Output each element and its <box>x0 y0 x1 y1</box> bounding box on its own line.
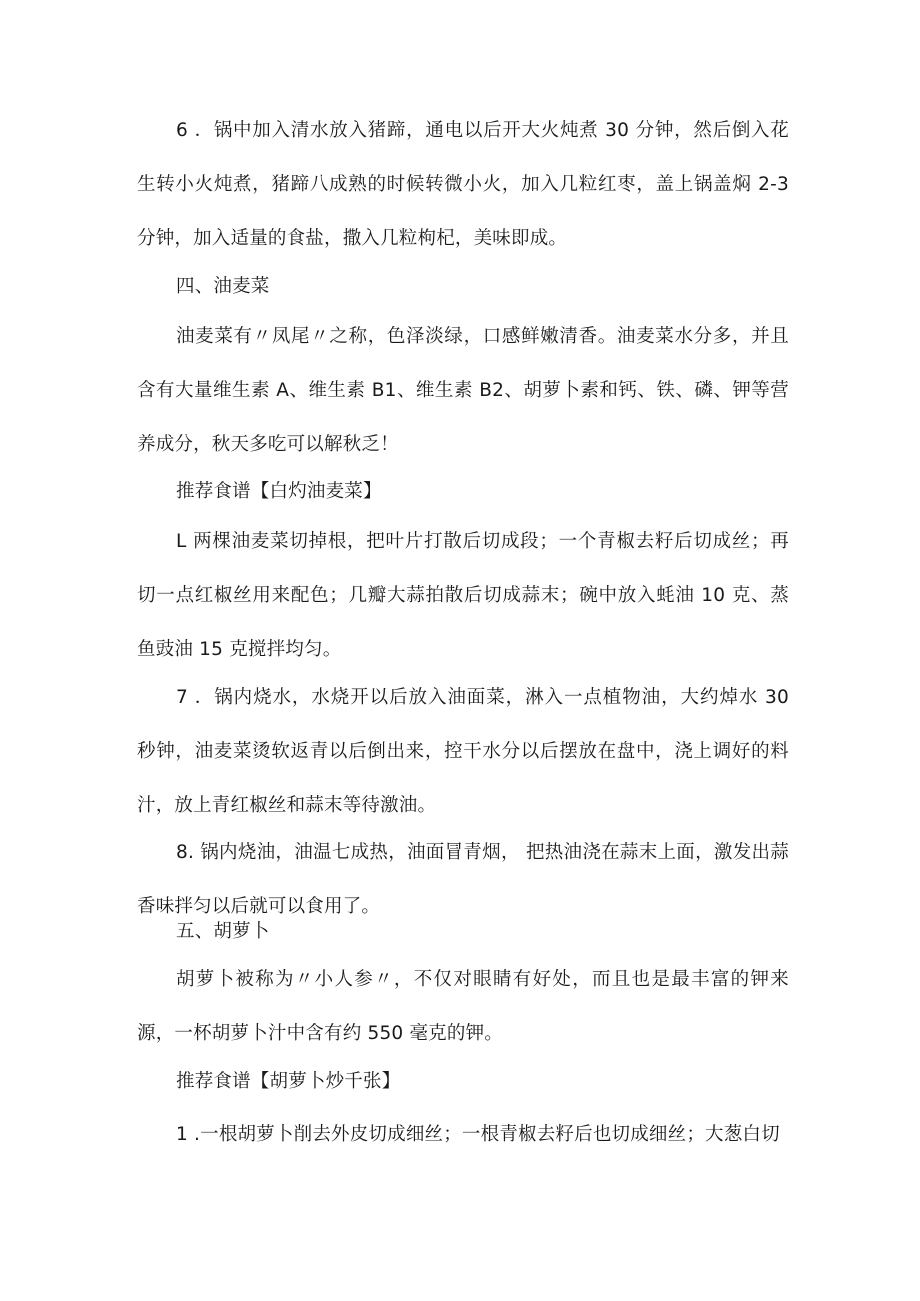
section-heading-huluobo: 五、胡萝卜 <box>176 921 270 942</box>
recipe-title-huluobo-chao-qianzhang: 推荐食谱【胡萝卜炒千张】 <box>176 1071 401 1092</box>
section-heading-youmaicai: 四、油麦菜 <box>176 276 270 297</box>
recipe-title-baizhuo-youmaicai: 推荐食谱【白灼油麦菜】 <box>176 481 382 502</box>
paragraph-step-l: L 两棵油麦菜切掉根，把叶片打散后切成段；一个青椒去籽后切成丝；再切一点红椒丝用来配色；几瓣大蒜拍散后切成蒜末；碗中放入蚝油 10 克、蒸鱼豉油 15 克搅拌均匀。 <box>137 531 789 660</box>
paragraph-step-7: 7 ．锅内烧水，水烧开以后放入油面菜，淋入一点植物油，大约焯水 30 秒钟，油麦菜烫软返青以后倒出来，控干水分以后摆放在盘中，浇上调好的料汁，放上青红椒丝和蒜末等待激油。 <box>137 687 789 816</box>
paragraph-youmaicai-intro: 油麦菜有〃凤尾〃之称，色泽淡绿，口感鲜嫩清香。油麦菜水分多，并且含有大量维生素 A、维生素 B1、维生素 B2、胡萝卜素和钙、铁、磷、钾等营养成分，秋天多吃可以解秋乏！ <box>137 326 789 455</box>
paragraph-step-8: 8. 锅内烧油，油温七成热，油面冒青烟， 把热油浇在蒜末上面，激发出蒜香味拌匀以后就可以食用了。 <box>137 842 789 917</box>
paragraph-step-6: 6 ．锅中加入清水放入猪蹄，通电以后开大火炖煮 30 分钟，然后倒入花生转小火炖煮，猪蹄八成熟的时候转微小火，加入几粒红枣，盖上锅盖焖 2-3 分钟，加入适量的食盐，撒入几粒枸杞，美味即成。 <box>137 120 789 249</box>
paragraph-huluobo-intro: 胡萝卜被称为〃小人参〃，不仅对眼睛有好处，而且也是最丰富的钾来源，一杯胡萝卜汁中含有约 550 毫克的钾。 <box>137 969 789 1044</box>
paragraph-step-1: 1 .一根胡萝卜削去外皮切成细丝；一根青椒去籽后也切成细丝；大葱白切 <box>176 1124 780 1145</box>
